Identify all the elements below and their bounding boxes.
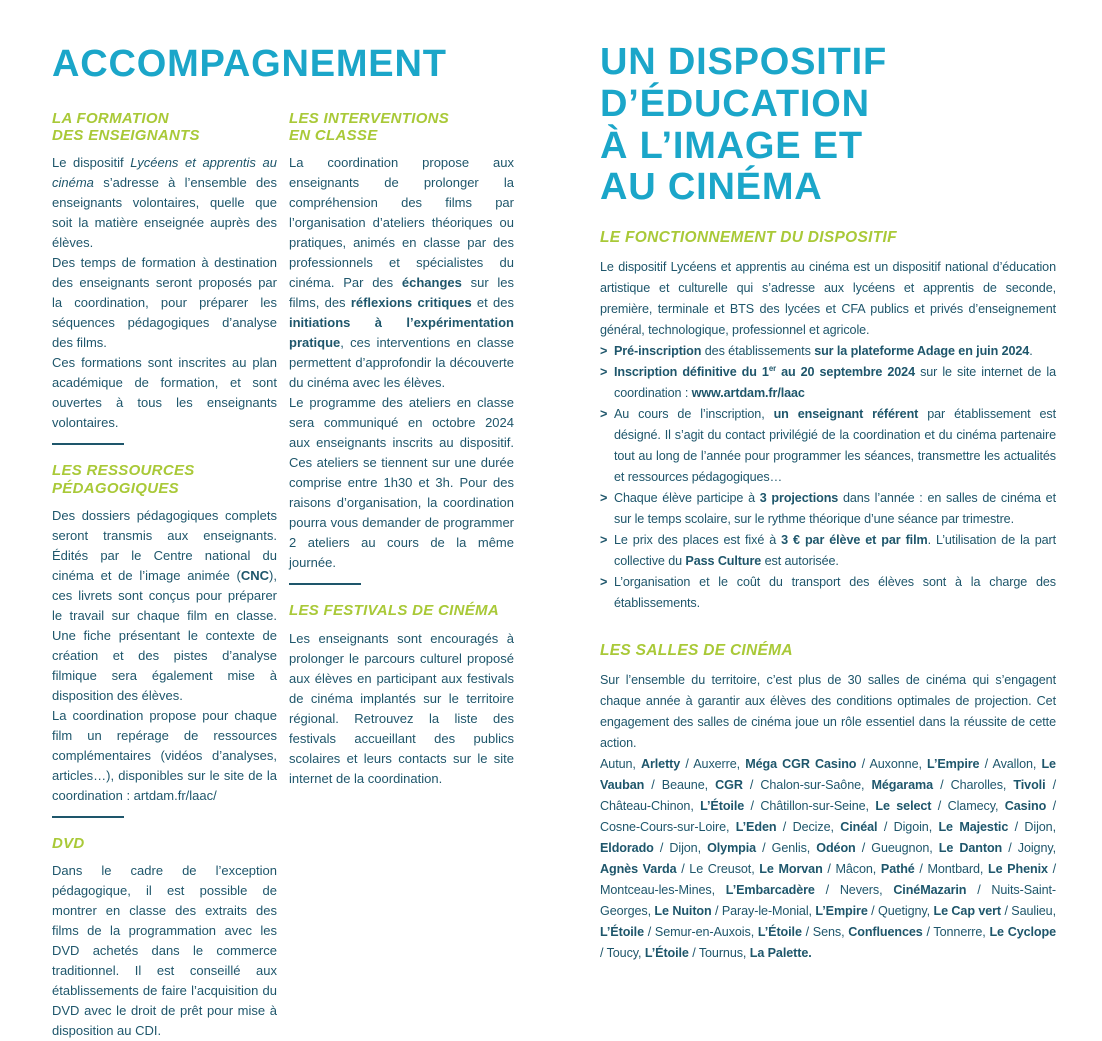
cinema-name: L’Étoile: [644, 945, 689, 960]
emphasis-bold: Inscription définitive du 1: [614, 365, 769, 379]
cinema-name: La Palette.: [749, 945, 812, 960]
cinema-name: Le Cyclope: [989, 924, 1057, 939]
cinema-name: L’Embarcadère: [725, 882, 815, 897]
bullet-marker: >: [600, 533, 608, 547]
paragraph: Le dispositif Lycéens et apprentis au cinéma est un dispositif national d’éducation artistique et culturelle qui s’adresse aux lycéens et apprentis de seconde, première, terminale et BTS des lycées et CFA publics et privés d’enseignement général, technologique, professionnel et agricole.: [600, 260, 1056, 337]
paragraph: La coordination propose aux enseignants de prolonger la compréhension des films par l’organisation d’ateliers théoriques ou pratiques, animés en classe par des professionnels et spécialistes du cinéma. Par des échanges sur les films, des réflexions critiques et des initiations à l’expérimentation pratique, ces interventions en classe permettent d’approfondir la découverte du cinéma avec les élèves.: [289, 155, 515, 391]
cinema-name: Agnès Varda: [600, 861, 677, 876]
bullet-marker: >: [600, 575, 608, 589]
section-salles: [600, 642, 1056, 964]
cinema-name: Arletty: [640, 756, 681, 771]
cinema-name: L’Étoile: [757, 924, 802, 939]
section-heading: LA FORMATION DES ENSEIGNANTS: [52, 109, 200, 145]
section-heading: LES RESSOURCES PÉDAGOGIQUES: [52, 462, 195, 497]
cinema-name: Casino: [1004, 798, 1047, 813]
emphasis-bold: CNC: [240, 567, 270, 583]
bullet-item: > Inscription définitive du 1er au 20 septembre 2024 sur le site internet de la coordination : www.artdam.fr/laac: [600, 363, 1056, 400]
left-column-2: [289, 110, 514, 1041]
emphasis-bold: initiations à l’expérimentation pratique: [289, 315, 514, 351]
cinema-name: Confluences: [848, 924, 923, 939]
left-page: [52, 44, 514, 1041]
cinema-name: L’Empire: [815, 903, 868, 918]
emphasis-bold: 3 projections: [759, 491, 839, 505]
cinema-name: L’Étoile: [700, 798, 745, 813]
bullet-marker: >: [600, 344, 608, 358]
section-separator: [52, 443, 124, 445]
emphasis-italic: Lycéens et apprentis au cinéma: [52, 155, 277, 191]
emphasis-bold: Pass Culture: [685, 554, 762, 568]
emphasis-bold: réflexions critiques: [350, 295, 472, 311]
cinema-name: Le Morvan: [759, 861, 823, 876]
cinema-list: Autun, Arletty / Auxerre, Méga CGR Casino / Auxonne, L’Empire / Avallon, Le Vauban / Beaune, CGR / Chalon-sur-Saône, Mégarama / Charolles, Tivoli / Château-Chinon, L’Étoile / Châtillon-sur-Seine, Le select / Clamecy, Casino / Cosne-Cours-sur-Loire, L’Eden / Decize, Cinéal / Digoin, Le Majestic / Dijon, Eldorado / Dijon, Olympia / Genlis, Odéon / Gueugnon, Le Danton / Joigny, Agnès Varda / Le Creusot, Le Morvan / Mâcon, Pathé / Montbard, Le Phenix / Montceau-les-Mines, L’Embarcadère / Nevers, CinéMazarin / Nuits-Saint-Georges, Le Nuiton / Paray-le-Monial, L’Empire / Quetigny, Le Cap vert / Saulieu, L’Étoile / Semur-en-Auxois, L’Étoile / Sens, Confluences / Tonnerre, Le Cyclope / Toucy, L’Étoile / Tournus, La Palette.: [600, 756, 1057, 960]
fonctionnement-intro: [600, 257, 1056, 341]
emphasis-bold: échanges: [401, 275, 462, 291]
cinema-name: CinéMazarin: [893, 882, 967, 897]
fonctionnement-bullet-list: [600, 341, 1056, 614]
section: [289, 110, 514, 586]
section: [52, 835, 277, 1041]
paragraph: Dans le cadre de l’exception pédagogique, il est possible de montrer en classe des extraits des films de la programmation avec les DVD achetés dans le commerce traditionnel. Il est conseillé aux établissements de faire l’acquisition du DVD avec le droit de prêt pour mise à disposition au CDI.: [52, 863, 277, 1039]
section: [52, 462, 277, 818]
cinema-name: Le Vauban: [600, 756, 1056, 792]
section-fonctionnement: [600, 229, 1056, 614]
emphasis-bold: un enseignant référent: [773, 407, 919, 421]
emphasis-bold: sur la plateforme Adage en juin 2024: [814, 344, 1030, 358]
page-title-accompagnement: ACCOMPAGNEMENT: [52, 43, 447, 85]
page-title-dispositif: UN DISPOSITIF D’ÉDUCATION À L’IMAGE ET AU CINÉMA: [600, 41, 887, 209]
emphasis-bold: au 20 septembre 2024: [776, 365, 915, 379]
cinema-name: Tivoli: [1013, 777, 1046, 792]
section-heading: LES INTERVENTIONS EN CLASSE: [289, 109, 450, 145]
paragraph: Ces formations sont inscrites au plan académique de formation, et sont ouvertes à tous les enseignants volontaires.: [52, 355, 277, 431]
cinema-name: Le Phenix: [987, 861, 1048, 876]
paragraph: Des temps de formation à destination des enseignants seront proposés par la coordination, pour préparer les séquences pédagogiques d’analyse des films.: [52, 255, 277, 351]
paragraph: La coordination propose pour chaque film un repérage de ressources complémentaires (vidéos d’analyses, articles…), disponibles sur le site de la coordination : artdam.fr/laac/: [52, 707, 277, 803]
left-columns: [52, 110, 514, 1041]
cinema-name: Le Danton: [938, 840, 1003, 855]
bullet-marker: >: [600, 365, 608, 379]
paragraph: Des dossiers pédagogiques complets seront transmis aux enseignants. Édités par le Centre national du cinéma et de l’image animée (CNC), ces livrets sont conçus pour préparer le travail sur chaque film en classe. Une fiche présentant le contexte de création et des pistes d’analyse filmique sera également mise à disposition des élèves.: [52, 507, 277, 703]
cinema-name: L’Eden: [735, 819, 777, 834]
cinema-name: Pathé: [880, 861, 915, 876]
section: [52, 110, 277, 446]
section: [289, 602, 514, 788]
paragraph: Le dispositif Lycéens et apprentis au cinéma s’adresse à l’ensemble des enseignants volontaires, quelle que soit la matière enseignée auprès des élèves.: [52, 155, 277, 251]
cinema-name: Mégarama: [871, 777, 934, 792]
cinema-name: Le Majestic: [938, 819, 1009, 834]
bullet-item: > Pré-inscription des établissements sur la plateforme Adage en juin 2024.: [600, 341, 1056, 362]
emphasis-bold: 3 € par élève et par film: [781, 533, 928, 547]
cinema-name: CGR: [715, 777, 743, 792]
cinema-name: L’Empire: [927, 756, 980, 771]
section-separator: [52, 816, 124, 818]
section-heading-salles: LES SALLES DE CINÉMA: [600, 642, 793, 659]
bullet-item: > Le prix des places est fixé à 3 € par élève et par film. L’utilisation de la part collective du Pass Culture est autorisée.: [600, 530, 1056, 572]
bullet-marker: >: [600, 491, 608, 505]
cinema-name: Méga CGR Casino: [745, 756, 857, 771]
cinema-name: Olympia: [707, 840, 757, 855]
paragraph: Sur l’ensemble du territoire, c’est plus de 30 salles de cinéma qui s’engagent chaque année à garantir aux élèves des conditions optimales de projection. Cet engagement des salles de cinéma joue un rôle essentiel dans la réussite de cette action.: [600, 672, 1056, 750]
cinema-name: Odéon: [816, 840, 856, 855]
cinema-name: Le select: [875, 798, 932, 813]
cinema-name: Cinéal: [840, 819, 878, 834]
emphasis-bold: www.artdam.fr/laac: [691, 386, 805, 400]
bullet-marker: >: [600, 407, 608, 421]
bullet-item: > Chaque élève participe à 3 projections dans l’année : en salles de cinéma et sur le temps scolaire, sur le rythme théorique d’une séance par trimestre.: [600, 488, 1056, 530]
section-heading: DVD: [52, 834, 85, 852]
bullet-item: > L’organisation et le coût du transport des élèves sont à la charge des établissements.: [600, 572, 1056, 614]
paragraph: Le programme des ateliers en classe sera communiqué en octobre 2024 aux enseignants inscrits au dispositif. Ces ateliers se tiennent sur une durée comprise entre 1h30 et 3h. Pour des raisons d’organisation, la coordination pourra vous demander de programmer 2 ateliers au cours de la même journée.: [289, 395, 514, 571]
section-heading: LES FESTIVALS DE CINÉMA: [289, 602, 499, 620]
salles-intro: [600, 670, 1056, 754]
cinema-name: Le Cap vert: [933, 903, 1002, 918]
cinema-name: L’Étoile: [600, 924, 644, 939]
emphasis-bold: er: [768, 363, 777, 373]
paragraph: Les enseignants sont encouragés à prolonger le parcours culturel proposé aux élèves en participant aux festivals de cinéma implantés sur le territoire régional. Retrouvez la liste des festivals accueillant des publics scolaires et leurs contacts sur le site internet de la coordination.: [289, 630, 514, 786]
bullet-item: > Au cours de l’inscription, un enseignant référent par établissement est désigné. Il s’agit du contact privilégié de la coordination et du cinéma partenaire tout au long de l’année pour programmer les séances, transmettre les actualités et ressources pédagogiques…: [600, 404, 1056, 488]
cinema-name: Le Nuiton: [654, 903, 712, 918]
section-separator: [289, 583, 361, 585]
emphasis-bold: Pré-inscription: [614, 344, 702, 358]
cinema-name: Eldorado: [600, 840, 654, 855]
left-column-1: [52, 110, 277, 1041]
section-heading-fonctionnement: LE FONCTIONNEMENT DU DISPOSITIF: [600, 229, 897, 247]
